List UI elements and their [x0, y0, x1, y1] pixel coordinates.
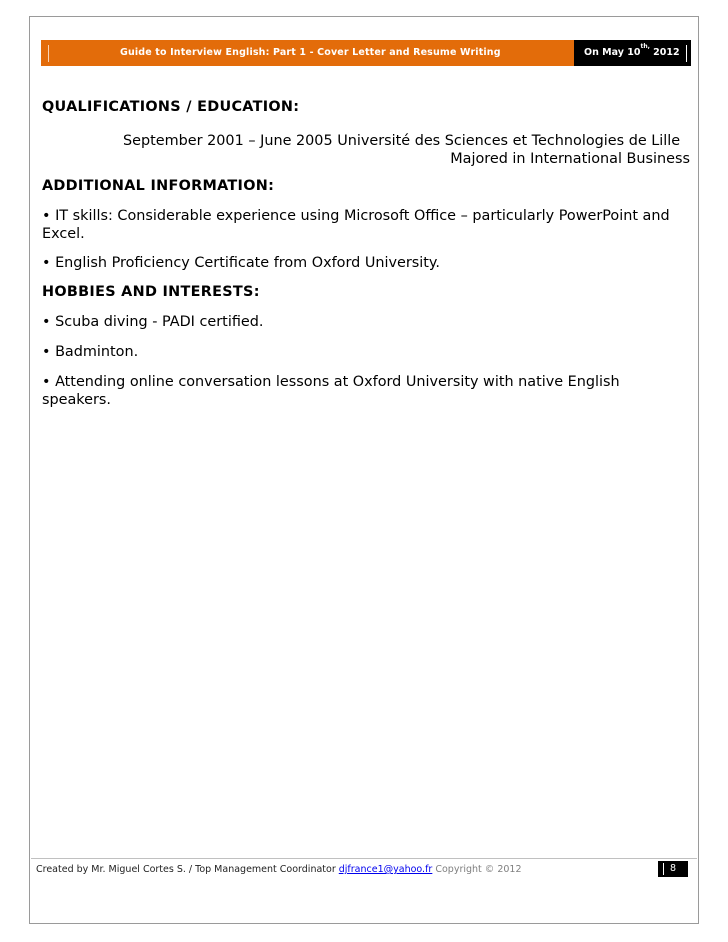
footer-divider [31, 858, 697, 859]
header-title: Guide to Interview English: Part 1 - Cover Letter and Resume Writing [120, 47, 501, 58]
footer-created-by: Created by Mr. Miguel Cortes S. / Top Management Coordinator [36, 864, 339, 875]
header-divider [48, 45, 49, 62]
additional-item: • IT skills: Considerable experience using Microsoft Office – particularly PowerPoint and Excel. [42, 208, 670, 242]
header-date-prefix: On May 10 [584, 47, 641, 58]
hobby-item: • Scuba diving - PADI certified. [42, 314, 264, 330]
additional-item: • English Proficiency Certificate from Oxford University. [42, 255, 440, 271]
hobbies-heading: HOBBIES AND INTERESTS: [42, 284, 260, 300]
header-date-sup: th, [640, 42, 650, 50]
footer-copyright: Copyright © 2012 [432, 864, 522, 875]
header-date [584, 40, 680, 66]
hobby-item: • Attending online conversation lessons at Oxford University with native English speakers. [42, 374, 620, 408]
footer-credit [36, 862, 522, 878]
education-line: September 2001 – June 2005 Université des Sciences et Technologies de Lille [123, 133, 681, 149]
qualifications-heading: QUALIFICATIONS / EDUCATION: [42, 99, 300, 115]
hobby-item: • Badminton. [42, 344, 139, 360]
header-date-divider [686, 45, 687, 62]
document-body [42, 98, 690, 409]
page-number: 8 [669, 863, 677, 874]
footer-email-link[interactable]: djfrance1@yahoo.fr [338, 864, 433, 875]
additional-info-heading: ADDITIONAL INFORMATION: [42, 178, 275, 194]
education-major: Majored in International Business [450, 151, 690, 167]
header-date-suffix: 2012 [649, 47, 680, 58]
page-number-divider [663, 863, 664, 875]
